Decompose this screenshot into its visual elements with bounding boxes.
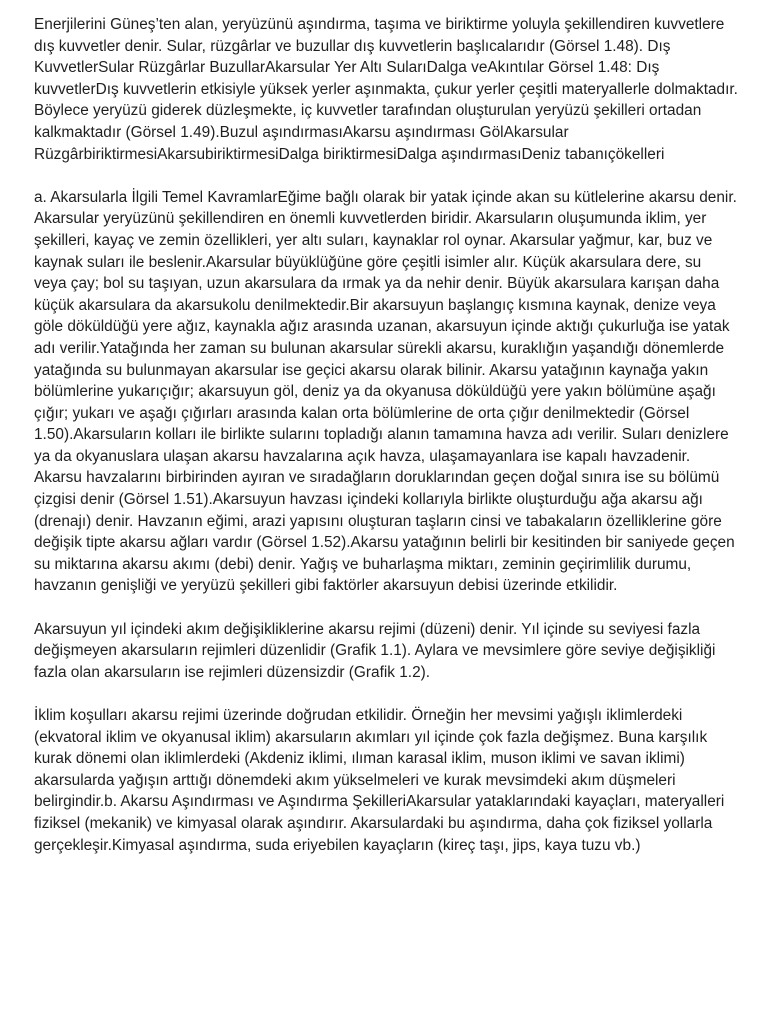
paragraph-external-forces: Enerjilerini Güneş’ten alan, yeryüzünü aşındırma, taşıma ve biriktirme yoluyla şekillendiren kuvvetlere dış kuvvetler denir. Sular, rüzgârlar ve buzullar dış kuvvetlerin başlıcalarıdır (Görsel 1.48). Dış KuvvetlerSular Rüzgârlar BuzullarAkarsular Yer Altı SularıDalga veAkıntılar Görsel 1.48: Dış kuvvetlerDış kuvvetlerin etkisiyle yüksek yerler aşınmakta, çukur yerler çeşitli materyallerle dolmaktadır. Böylece yeryüzü giderek düzleşmekte, iç kuvvetler tarafından oluşturulan yeryüzü şekilleri ortadan kalkmaktadır (Görsel 1.49).Buzul aşındırmasıAkarsu aşındırması GölAkarsular RüzgârbiriktirmesiAkarsubiriktirmesiDalga biriktirmesiDalga aşındırmasıDeniz tabanıçökelleri xyxy=(34,16,738,163)
paragraph-climate-erosion: İklim koşulları akarsu rejimi üzerinde doğrudan etkilidir. Örneğin her mevsimi yağışlı iklimlerdeki (ekvatoral iklim ve okyanusal iklim) akarsuların akımları yıl içinde çok fazla değişmez. Buna karşılık kurak dönemi olan iklimlerdeki (Akdeniz iklimi, ılıman karasal iklim, muson iklimi ve savan iklimi) akarsularda yağışın arttığı dönemdeki akım yükselmeleri ve kurak mevsimdeki akım düşmeleri belirgindir.b. Akarsu Aşındırması ve Aşındırma ŞekilleriAkarsular yataklarındaki kayaçları, materyalleri fiziksel (mekanik) ve kimyasal olarak aşındırır. Akarsulardaki bu aşındırma, daha çok fiziksel yollarla gerçekleşir.Kimyasal aşındırma, suda eriyebilen kayaçların (kireç taşı, jips, kaya tuzu vb.) xyxy=(34,707,725,854)
paragraph-river-concepts: a. Akarsularla İlgili Temel KavramlarEğime bağlı olarak bir yatak içinde akan su kütlelerine akarsu denir. Akarsular yeryüzünü şekillendiren en önemli kuvvetlerden biridir. Akarsuların oluşumunda iklim, yer şekilleri, kayaç ve zemin özellikleri, yer altı suları, kaynaklar rol oynar. Akarsular yağmur, kar, buz ve kaynak suları ile beslenir.Akarsular büyüklüğüne göre çeşitli isimler alır. Küçük akarsulara dere, su veya çay; bol su taşıyan, uzun akarsulara da ırmak ya da nehir denir. Büyük akarsulara karışan daha küçük akarsulara da akarsukolu denilmektedir.Bir akarsuyun başlangıç kısmına kaynak, denize veya göle döküldüğü yere ağız, kaynakla ağız arasında uzanan, akarsuyun içinde aktığı çukurluğa ise yatak adı verilir.Yatağında her zaman su bulunan akarsular sürekli akarsu, kuraklığın yaşandığı dönemlerde yatağında su bulunmayan akarsular ise geçici akarsu olarak bilinir. Akarsu yatağının kaynağa yakın bölümlerine yukarıçığır; akarsuyun göl, deniz ya da okyanusa döküldüğü yere yakın bölümüne aşağı çığır; yukarı ve aşağı çığırları arasında kalan orta bölümlerine de orta çığır denilmektedir (Görsel 1.50).Akarsuların kolları ile birlikte sularını topladığı alanın tamamına havza adı verilir. Suları denizlere ya da okyanuslara ulaşan akarsu havzalarına açık havza, ulaşamayanlara ise kapalı havzadenir. Akarsu havzalarını birbirinden ayıran ve sıradağların doruklarından geçen doğal sınıra ise su bölümü çizgisi denir (Görsel 1.51).Akarsuyun havzası içindeki kollarıyla birlikte oluşturduğu ağa akarsu ağı (drenajı) denir. Havzanın eğimi, arazi yapısını oluşturan taşların cinsi ve tabakaların özelliklerine göre değişik tipte akarsu ağları vardır (Görsel 1.52).Akarsu yatağının belirli bir kesitinden bir saniyede geçen su miktarına akarsu akımı (debi) denir. Yağış ve buharlaşma miktarı, zeminin geçirimlilik durumu, havzanın genişliği ve yeryüzü şekilleri gibi faktörler akarsuyun debisi üzerinde etkilidir. xyxy=(34,188,737,595)
paragraph-river-regime: Akarsuyun yıl içindeki akım değişikliklerine akarsu rejimi (düzeni) denir. Yıl içinde su seviyesi fazla değişmeyen akarsuların rejimleri düzenlidir (Grafik 1.1). Aylara ve mevsimlere göre seviye değişikliği fazla olan akarsuların ise rejimleri düzensizdir (Grafik 1.2). xyxy=(34,620,716,681)
